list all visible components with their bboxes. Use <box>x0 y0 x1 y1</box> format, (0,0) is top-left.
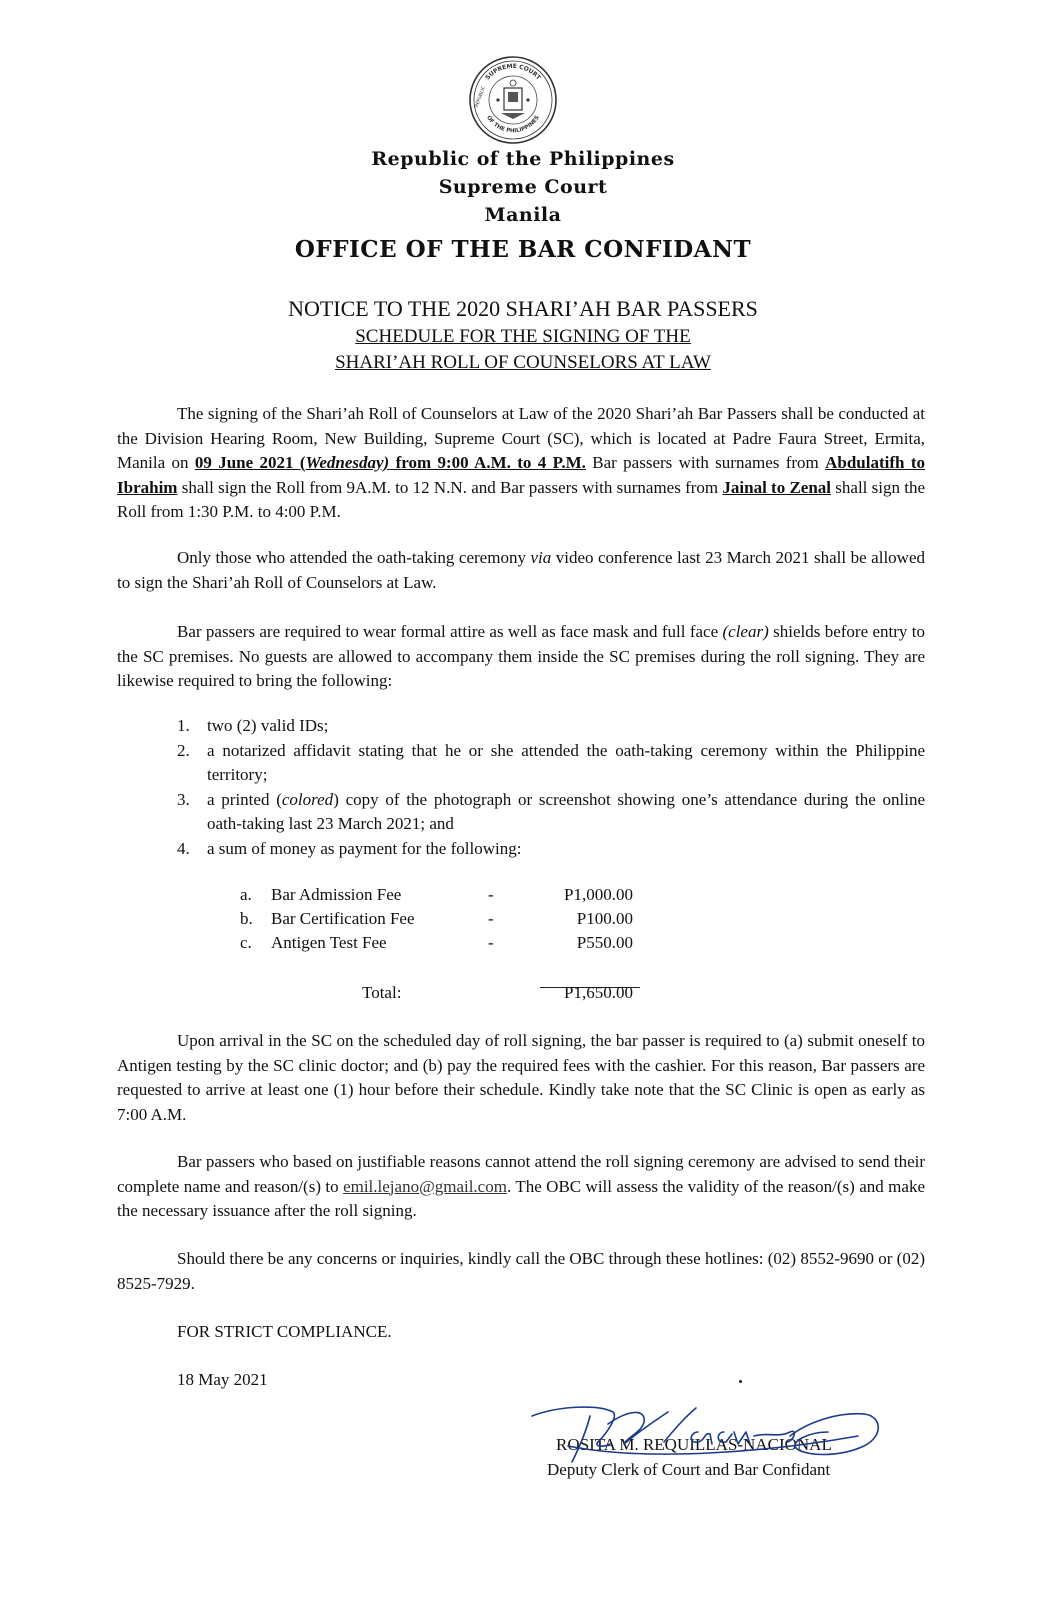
seal-left-text: REPUBLIC <box>474 85 487 109</box>
list-item: 1. two (2) valid IDs; <box>177 716 329 735</box>
paragraph-attire: Bar passers are required to wear formal attire as well as face mask and full face (clear) shields before entry to the SC premises. No guests are allowed to accompany them inside the SC premises during the roll signing. They are likewise required to bring the following: <box>117 622 925 690</box>
compliance-note: FOR STRICT COMPLIANCE. <box>177 1322 392 1341</box>
requirements-list <box>117 714 925 861</box>
document-date: 18 May 2021 <box>177 1370 268 1389</box>
list-item: 4. a sum of money as payment for the following: <box>177 838 522 858</box>
seal-top-text: SUPREME COURT <box>484 62 542 82</box>
office-name: OFFICE OF THE BAR CONFIDANT <box>294 236 752 263</box>
notice-title: NOTICE TO THE 2020 SHARI’AH BAR PASSERS <box>288 296 758 321</box>
total-label: Total: <box>362 983 402 1002</box>
paragraph-venue-schedule: The signing of the Shari’ah Roll of Counselors at Law of the 2020 Shari’ah Bar Passers shall be conducted at the Division Hearing Room, New Building, Supreme Court (SC), which is located at Padre Faura Street, Ermita, Manila on 09 June 2021 (Wednesday) from 9:00 A.M. to 4 P.M. Bar passers with surnames from Abdulatifh to Ibrahim shall sign the Roll from 9A.M. to 12 N.N. and Bar passers with surnames from Jainal to Zenal shall sign the Roll from 1:30 P.M. to 4:00 P.M. <box>117 404 926 521</box>
paragraph-absence: Bar passers who based on justifiable reasons cannot attend the roll signing ceremony are advised to send their complete name and reason/(s) to emil.lejano@gmail.com. The OBC will assess the validity of the reason/(s) and make the necessary issuance after the roll signing. <box>117 1152 925 1220</box>
notice-subtitle-1: SCHEDULE FOR THE SIGNING OF THE <box>355 326 691 347</box>
fee-row: c. Antigen Test Fee - P550.00 <box>240 933 633 952</box>
handwritten-signature <box>528 1402 888 1474</box>
notice-subtitle-2: SHARI’AH ROLL OF COUNSELORS AT LAW <box>335 352 711 373</box>
list-item: 2. a notarized affidavit stating that he or she attended the oath-taking ceremony within the Philippine territory; <box>177 740 925 784</box>
paragraph-eligibility: Only those who attended the oath-taking ceremony via video conference last 23 March 2021 shall be allowed to sign the Shari’ah Roll of Counselors at Law. <box>117 548 925 592</box>
total-row <box>0 981 1046 1005</box>
letterhead-supreme-court: Supreme Court <box>438 176 608 198</box>
seal-bottom-text: OF THE PHILIPPINES <box>485 114 541 135</box>
fee-row: a. Bar Admission Fee - P1,000.00 <box>240 885 633 904</box>
letterhead-republic: Republic of the Philippines <box>371 148 675 170</box>
ink-dot <box>739 1380 742 1383</box>
fee-row: b. Bar Certification Fee - P100.00 <box>240 909 633 928</box>
list-item: 3. a printed (colored) copy of the photograph or screenshot showing one’s attendance during the online oath-taking last 23 March 2021; and <box>177 789 926 833</box>
email-link[interactable]: emil.lejano@gmail.com <box>343 1176 507 1196</box>
supreme-court-seal-icon <box>468 55 558 145</box>
paragraph-arrival: Upon arrival in the SC on the scheduled day of roll signing, the bar passer is required to (a) submit oneself to Antigen testing by the SC clinic doctor; and (b) pay the required fees with the cashier. For this reason, Bar passers are requested to arrive at least one (1) hour before their schedule. Kindly take note that the SC Clinic is open as early as 7:00 A.M. <box>117 1031 925 1124</box>
signatory-name: ROSITA M. REQUILLAS-NACIONAL <box>556 1435 832 1454</box>
paragraph-hotlines: Should there be any concerns or inquiries, kindly call the OBC through these hotlines: (02) 8552-9690 or (02) 8525-7929. <box>117 1249 925 1293</box>
signatory-title: Deputy Clerk of Court and Bar Confidant <box>547 1460 831 1479</box>
letterhead-manila: Manila <box>484 204 562 226</box>
total-amount: P1,650.00 <box>564 983 633 1002</box>
